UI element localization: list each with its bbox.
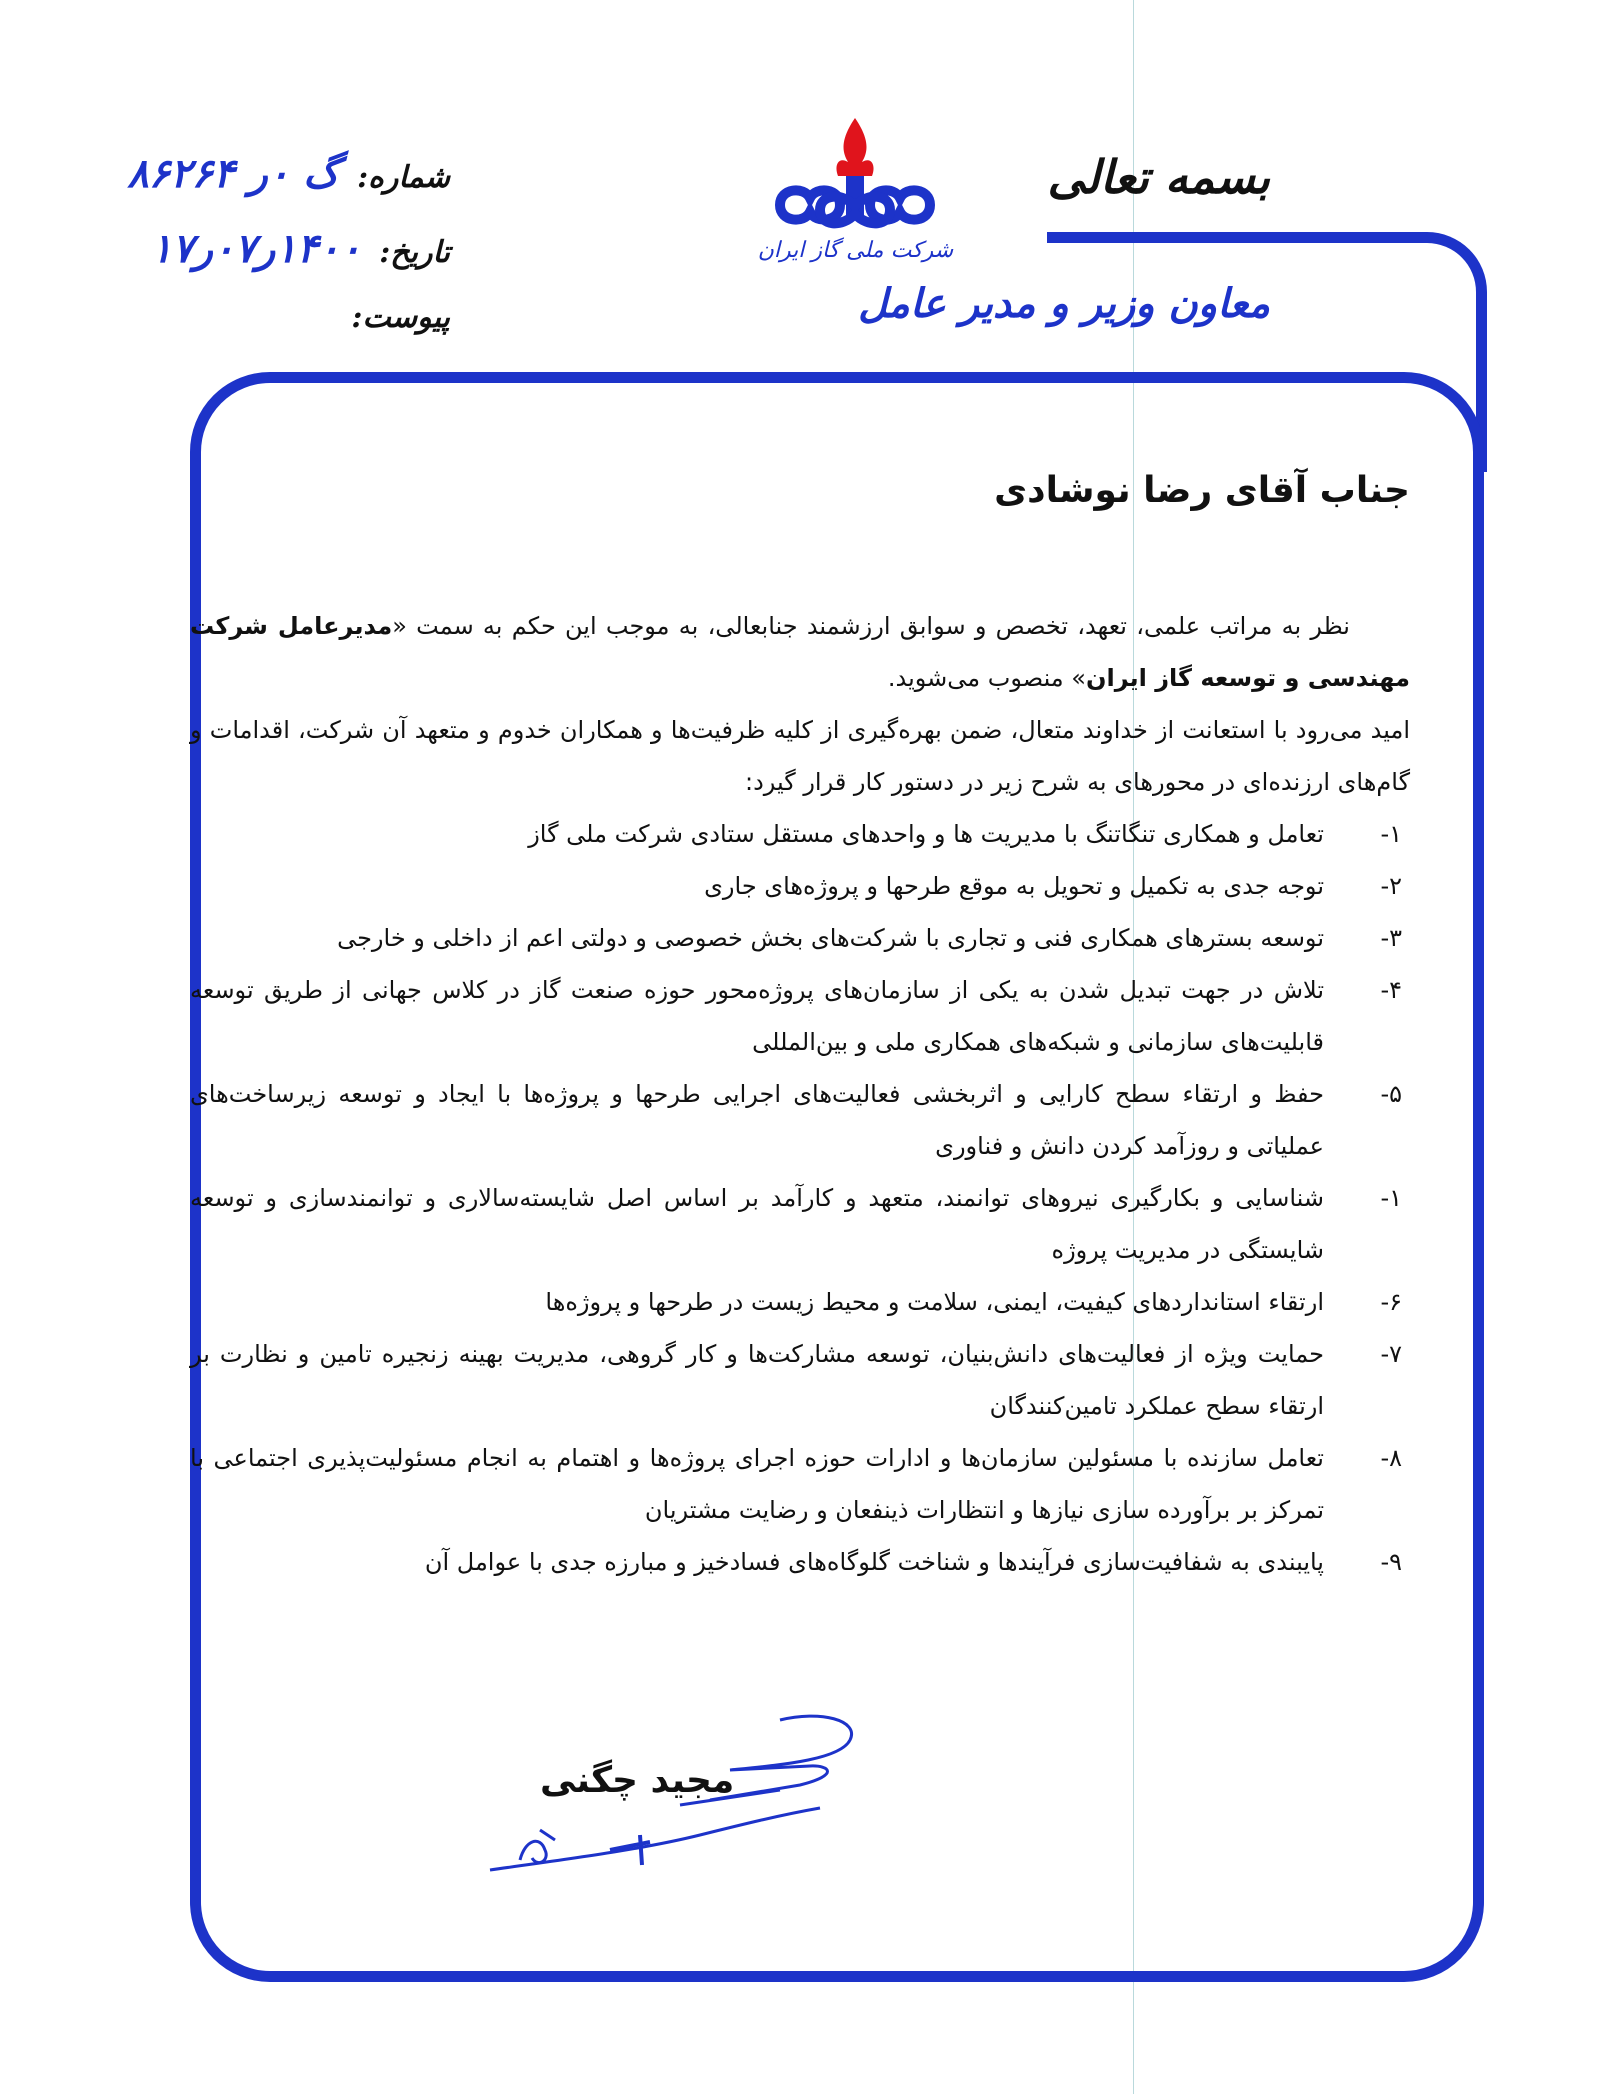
directive-item xyxy=(190,808,1410,860)
directive-item xyxy=(190,912,1410,964)
nigc-logo-icon xyxy=(760,110,950,290)
intro-pre: نظر به مراتب علمی، تعهد، تخصص و سوابق ارزشمند جنابعالی، به موجب این حکم به سمت « xyxy=(392,612,1350,640)
directive-item xyxy=(190,1328,1410,1432)
directive-number: ۳- xyxy=(1380,924,1402,952)
office-title: معاون وزیر و مدیر عامل xyxy=(858,280,1270,327)
directive-text: ارتقاء استانداردهای کیفیت، ایمنی، سلامت و محیط زیست در طرحها و پروژه‌ها xyxy=(545,1288,1324,1316)
directive-number: ۶- xyxy=(1380,1288,1402,1316)
directive-item xyxy=(190,1276,1410,1328)
directive-number: ۹- xyxy=(1380,1548,1402,1576)
letter-number xyxy=(127,150,450,197)
letter-date xyxy=(151,225,450,272)
directive-item xyxy=(190,964,1410,1068)
directive-item xyxy=(190,1068,1410,1172)
directive-item xyxy=(190,1432,1410,1536)
intro-position: مدیرعامل شرکت مهندسی و توسعه گاز ایران xyxy=(190,612,1410,692)
directive-text: توجه جدی به تکمیل و تحویل به موقع طرحها و پروژه‌های جاری xyxy=(704,872,1324,900)
directive-number: ۷- xyxy=(1380,1340,1402,1368)
directive-number: ۵- xyxy=(1380,1080,1402,1108)
attachment-label: پیوست: xyxy=(351,300,450,335)
directive-number: ۲- xyxy=(1380,872,1402,900)
directive-list xyxy=(190,808,1410,1588)
signer-name: مجید چگنی xyxy=(540,1760,735,1801)
logo-caption: شرکت ملی گاز ایران xyxy=(757,238,954,263)
directive-text: شناسایی و بکارگیری نیروهای توانمند، متعهد و کارآمد بر اساس اصل شایسته‌سالاری و توانمندسازی و توسعه شایستگی در مدیریت پروژه xyxy=(190,1184,1324,1264)
intro-paragraph xyxy=(190,600,1410,704)
directive-text: تلاش در جهت تبدیل شدن به یکی از سازمان‌های پروژه‌محور حوزه صنعت گاز در کلاس جهانی از طریق توسعه قابلیت‌های سازمانی و شبکه‌های همکاری ملی و بین‌المللی xyxy=(190,976,1324,1056)
directive-text: توسعه بسترهای همکاری فنی و تجاری با شرکت‌های بخش خصوصی و دولتی اعم از داخلی و خارجی xyxy=(337,924,1324,952)
bismillah-heading: بسمه تعالی xyxy=(1047,150,1270,204)
directive-number: ۱- xyxy=(1380,1184,1402,1212)
directive-text: پایبندی به شفافیت‌سازی فرآیندها و شناخت گلوگاه‌های فسادخیز و مبارزه جدی با عوامل آن xyxy=(424,1548,1324,1576)
letter-attachment xyxy=(351,300,450,335)
addressee: جناب آقای رضا نوشادی xyxy=(994,470,1410,511)
directive-text: تعامل و همکاری تنگاتنگ با مدیریت ها و واحدهای مستقل ستادی شرکت ملی گاز xyxy=(528,820,1324,848)
second-paragraph: امید می‌رود با استعانت از خداوند متعال، ضمن بهره‌گیری از کلیه ظرفیت‌ها و همکاران خدوم و متعهد آن شرکت، اقدامات و گام‌های ارزنده‌ای در محورهای به شرح زیر در دستور کار قرار گیرد: xyxy=(190,716,1410,796)
directive-text: حمایت ویژه از فعالیت‌های دانش‌بنیان، توسعه مشارکت‌ها و کار گروهی، مدیریت بهینه زنجیره تامین و نظارت بر ارتقاء سطح عملکرد تامین‌کنندگان xyxy=(190,1340,1324,1420)
date-label: تاریخ: xyxy=(379,235,450,270)
directive-text: حفظ و ارتقاء سطح کارایی و اثربخشی فعالیت‌های اجرایی طرحها و پروژه‌ها با ایجاد و توسعه زیرساخت‌های عملیاتی و روزآمد کردن دانش و فناوری xyxy=(190,1080,1324,1160)
letter-body xyxy=(190,600,1410,1588)
directive-item xyxy=(190,860,1410,912)
directive-number: ۱- xyxy=(1380,820,1402,848)
directive-number: ۸- xyxy=(1380,1444,1402,1472)
date-value: ۱۴۰۰ر۰۷ر۱۷ xyxy=(150,225,362,272)
directive-number: ۴- xyxy=(1380,976,1402,1004)
directive-item xyxy=(190,1536,1410,1588)
number-value: گ‌ ۰ر ۸۶۲۶۴ xyxy=(127,150,340,197)
number-label: شماره: xyxy=(357,160,450,195)
intro-post: » منصوب می‌شوید. xyxy=(887,664,1086,692)
directive-text: تعامل سازنده با مسئولین سازمان‌ها و ادارات حوزه اجرای پروژه‌ها و اهتمام به انجام مسئولیت‌پذیری اجتماعی با تمرکز بر برآورده سازی نیازها و انتظارات ذینفعان و رضایت مشتریان xyxy=(190,1444,1324,1524)
directive-item xyxy=(190,1172,1410,1276)
